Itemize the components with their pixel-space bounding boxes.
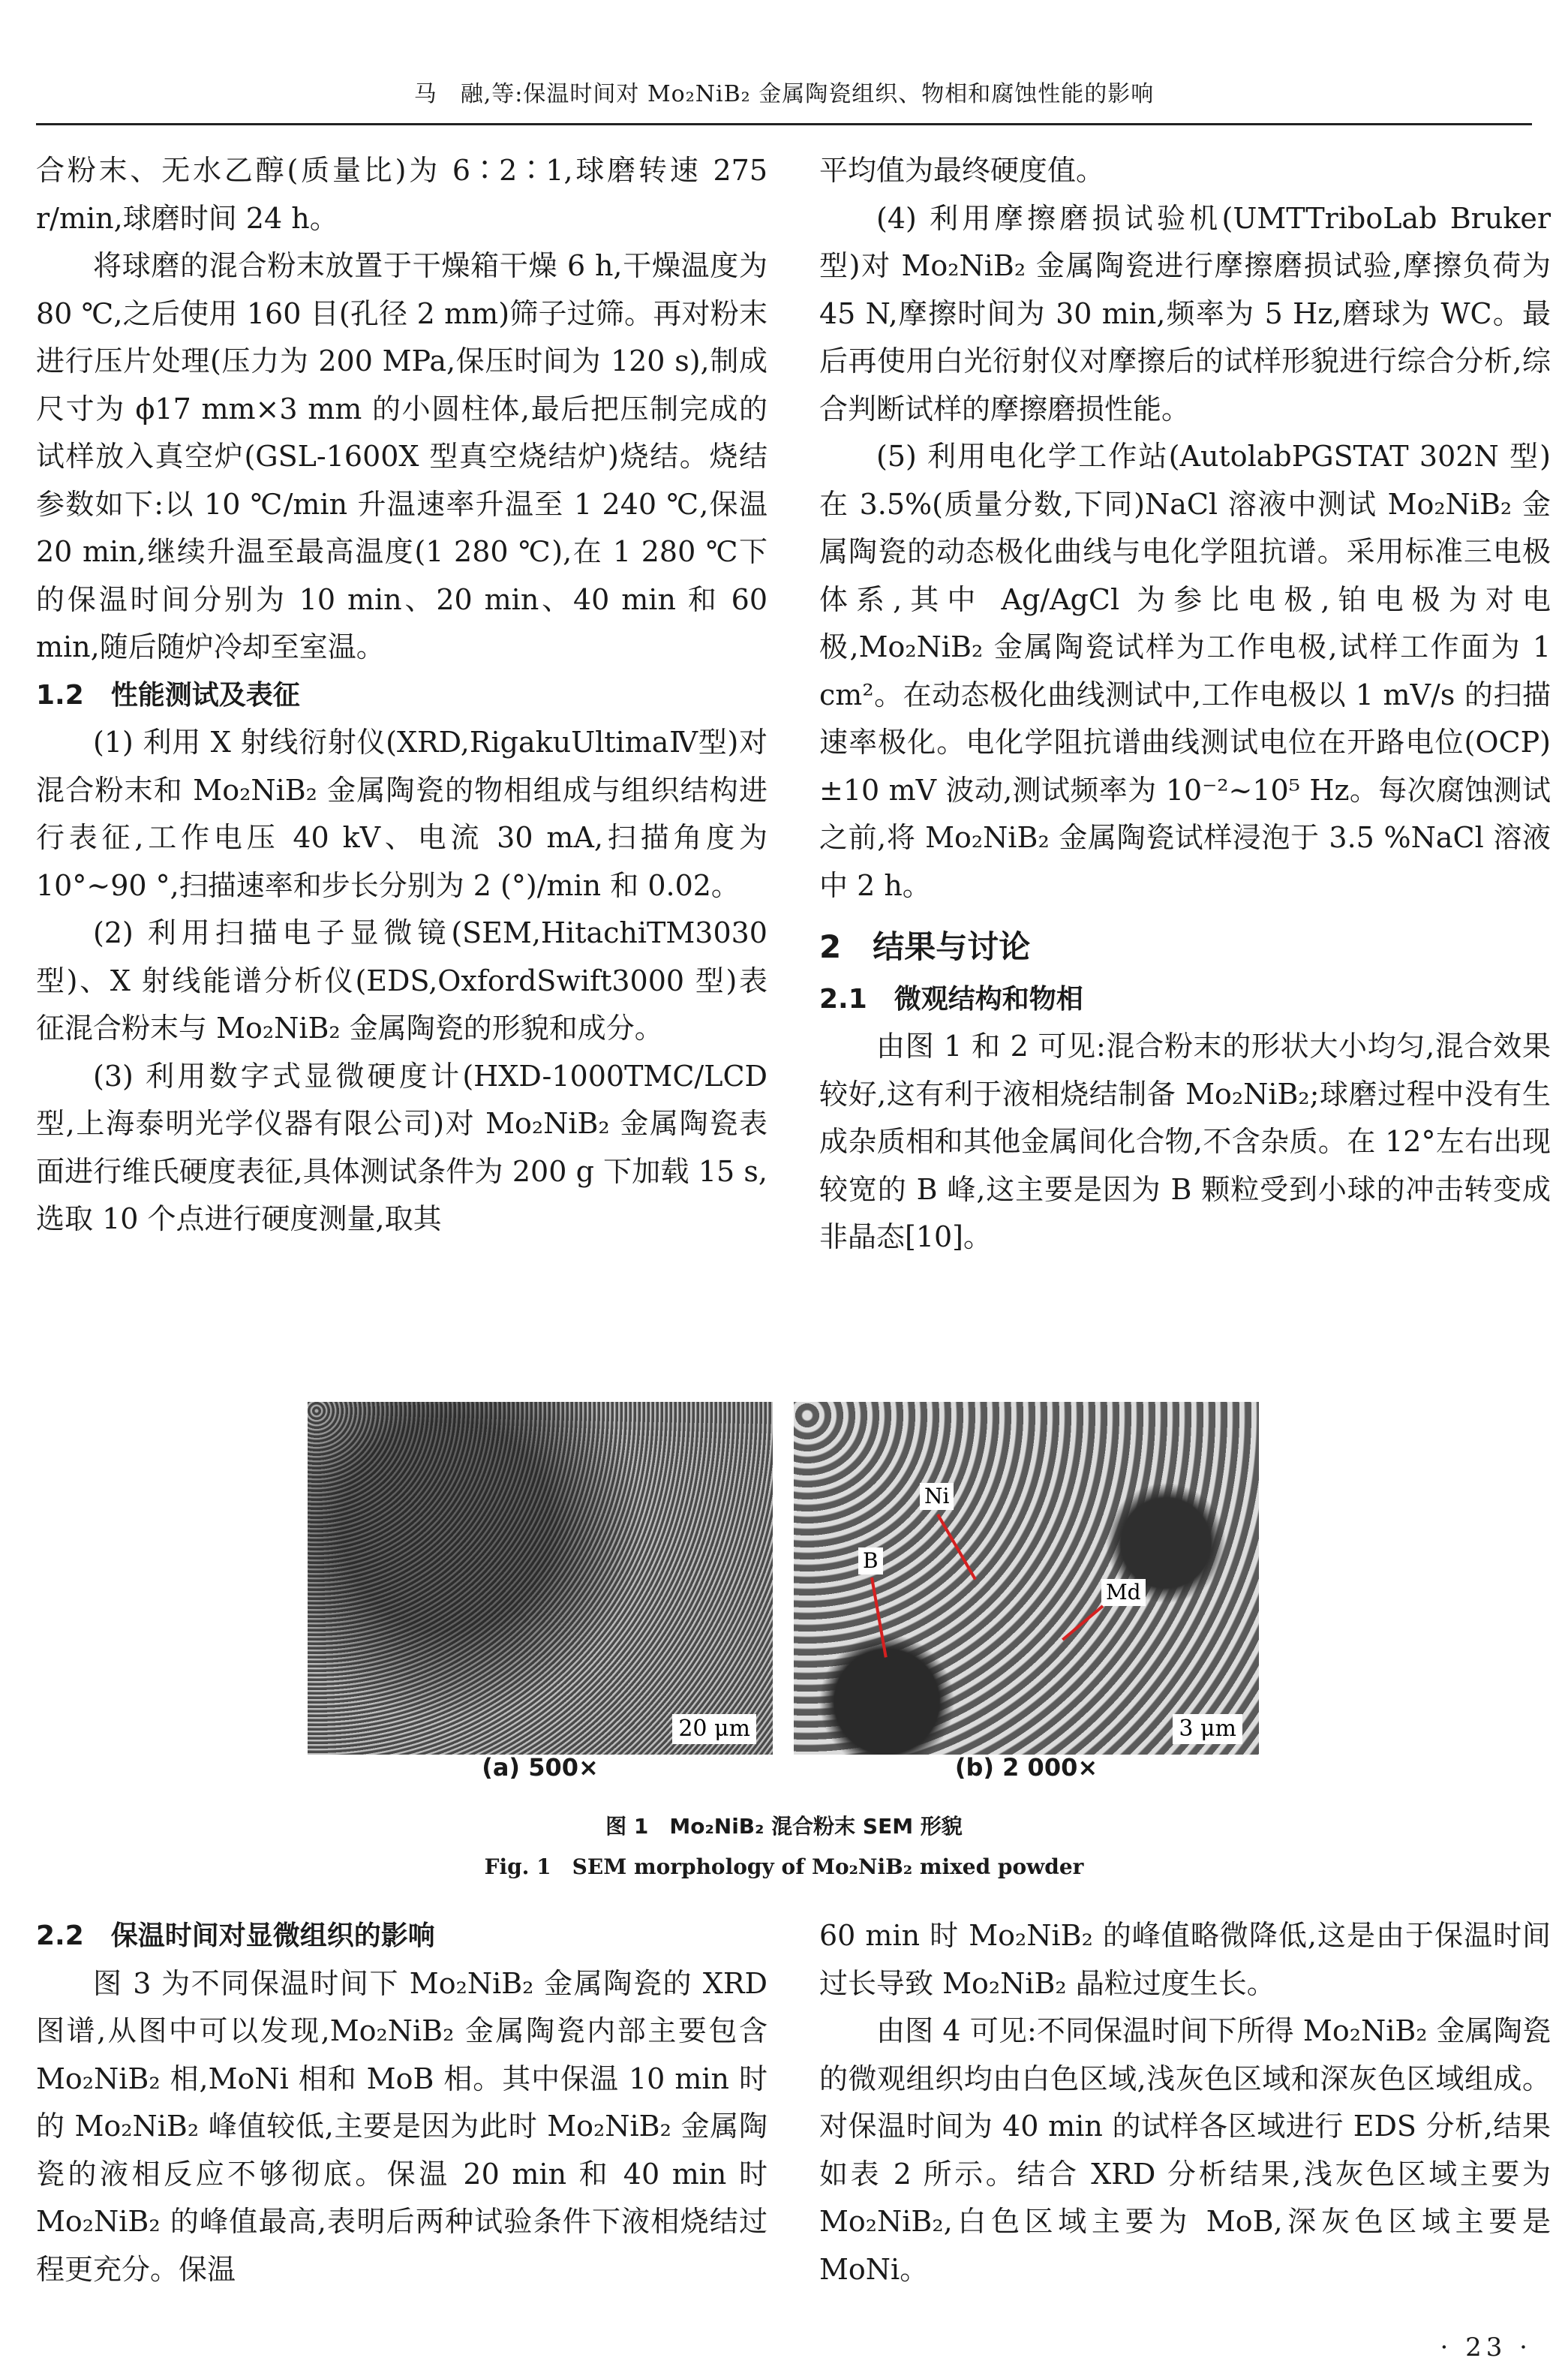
paragraph: (3) 利用数字式显微硬度计(HXD-1000TMC/LCD 型,上海泰明光学仪器有限公司)对 Mo₂NiB₂ 金属陶瓷表面进行维氏硬度表征,具体测试条件为 200 g 下加载 15 s,选取 10 个点进行硬度测量,取其 bbox=[36, 1059, 767, 1235]
paragraph: (1) 利用 X 射线衍射仪(XRD,RigakuUltimaⅣ型)对混合粉末和 Mo₂NiB₂ 金属陶瓷的物相组成与组织结构进行表征,工作电压 40 kV、电流 30 mA,扫描角度为 10°~90 °,扫描速率和步长分别为 2 (°)/min 和 0.02。 bbox=[36, 726, 767, 902]
figure-caption-en: Fig. 1 SEM morphology of Mo₂NiB₂ mixed powder bbox=[484, 1854, 1084, 1879]
right-column-top bbox=[819, 147, 1551, 1262]
paragraph: (4) 利用摩擦磨损试验机(UMTTriboLab Bruker 型)对 Mo₂NiB₂ 金属陶瓷进行摩擦磨损试验,摩擦负荷为 45 N,摩擦时间为 30 min,频率为 5 Hz,磨球为 WC。最后再使用白光衍射仪对摩擦后的试样形貌进行综合分析,综合判断试样的摩擦磨损性能。 bbox=[819, 201, 1551, 426]
header-rule bbox=[36, 123, 1532, 125]
panel-caption-a: (a) 500× bbox=[482, 1753, 599, 1782]
label-ni: Ni bbox=[920, 1483, 954, 1510]
figure-caption-cn: 图 1 Mo₂NiB₂ 混合粉末 SEM 形貌 bbox=[605, 1814, 963, 1839]
section-heading: 2 结果与讨论 bbox=[819, 928, 1031, 965]
paragraph: (5) 利用电化学工作站(AutolabPGSTAT 302N 型)在 3.5%(质量分数,下同)NaCl 溶液中测试 Mo₂NiB₂ 金属陶瓷的动态极化曲线与电化学阻抗谱。采用标准三电极体系,其中 Ag/AgCl 为参比电极,铂电极为对电极,Mo₂NiB₂ 金属陶瓷试样为工作电极,试样工作面为 1 cm²。在动态极化曲线测试中,工作电极以 1 mV/s 的扫描速率极化。电化学阻抗谱曲线测试电位在开路电位(OCP)±10 mV 波动,测试频率为 10⁻²~10⁵ Hz。每次腐蚀测试之前,将 Mo₂NiB₂ 金属陶瓷试样浸泡于 3.5 %NaCl 溶液中 2 h。 bbox=[819, 440, 1551, 902]
paragraph: 合粉末、无水乙醇(质量比)为 6∶2∶1,球磨转速 275 r/min,球磨时间 24 h。 bbox=[36, 154, 767, 235]
paragraph: 平均值为最终硬度值。 bbox=[819, 154, 1105, 187]
figure-1 bbox=[308, 1402, 1260, 1782]
left-column-top bbox=[36, 147, 767, 1244]
paragraph: (2) 利用扫描电子显微镜(SEM,HitachiTM3030型)、X 射线能谱分析仪(EDS,OxfordSwift3000 型)表征混合粉末与 Mo₂NiB₂ 金属陶瓷的形貌和成分。 bbox=[36, 916, 767, 1045]
section-heading: 2.1 微观结构和物相 bbox=[819, 983, 1083, 1015]
sem-image-500x bbox=[308, 1402, 773, 1755]
arrow-ni bbox=[936, 1514, 976, 1580]
panel-caption-b: (b) 2 000× bbox=[954, 1753, 1098, 1782]
paragraph: 由图 4 可见:不同保温时间下所得 Mo₂NiB₂ 金属陶瓷的微观组织均由白色区域,浅灰色区域和深灰色区域组成。对保温时间为 40 min 的试样各区域进行 EDS 分析,结果如表 2 所示。结合 XRD 分析结果,浅灰色区域主要为 Mo₂NiB₂,白色区域主要为 MoB,深灰色区域主要是 MoNi。 bbox=[819, 2014, 1551, 2286]
paragraph: 图 3 为不同保温时间下 Mo₂NiB₂ 金属陶瓷的 XRD 图谱,从图中可以发现,Mo₂NiB₂ 金属陶瓷内部主要包含 Mo₂NiB₂ 相,MoNi 相和 MoB 相。其中保温 10 min 时的 Mo₂NiB₂ 峰值较低,主要是因为此时 Mo₂NiB₂ 金属陶瓷的液相反应不够彻底。保温 20 min 和 40 min 时 Mo₂NiB₂ 的峰值最高,表明后两种试验条件下液相烧结过程更充分。保温 bbox=[36, 1966, 767, 2286]
right-column-bottom bbox=[819, 1912, 1551, 2293]
arrow-md bbox=[1062, 1605, 1104, 1641]
section-heading: 1.2 性能测试及表征 bbox=[36, 679, 300, 711]
sem-image-2000x bbox=[794, 1402, 1259, 1755]
left-column-bottom bbox=[36, 1912, 767, 2293]
page-number: · 23 · bbox=[1440, 2332, 1532, 2362]
running-header: 马 融,等:保温时间对 Mo₂NiB₂ 金属陶瓷组织、物相和腐蚀性能的影响 bbox=[413, 81, 1155, 107]
arrow-b bbox=[870, 1577, 888, 1658]
paragraph: 60 min 时 Mo₂NiB₂ 的峰值略微降低,这是由于保温时间过长导致 Mo₂NiB₂ 晶粒过度生长。 bbox=[819, 1919, 1551, 2000]
label-md: Md bbox=[1101, 1579, 1146, 1606]
paragraph: 将球磨的混合粉末放置于干燥箱干燥 6 h,干燥温度为 80 ℃,之后使用 160 目(孔径 2 mm)筛子过筛。再对粉末进行压片处理(压力为 200 MPa,保压时间为 120 s),制成尺寸为 ϕ17 mm×3 mm 的小圆柱体,最后把压制完成的试样放入真空炉(GSL-1600X 型真空烧结炉)烧结。烧结参数如下:以 10 ℃/min 升温速率升温至 1 240 ℃,保温 20 min,继续升温至最高温度(1 280 ℃),在 1 280 ℃下的保温时间分别为 10 min、20 min、40 min 和 60 min,随后随炉冷却至室温。 bbox=[36, 249, 767, 663]
section-heading: 2.2 保温时间对显微组织的影响 bbox=[36, 1920, 435, 1951]
scale-bar-label: 3 μm bbox=[1173, 1714, 1242, 1744]
label-b: B bbox=[858, 1547, 883, 1574]
scale-bar-label: 20 μm bbox=[672, 1714, 756, 1744]
paragraph: 由图 1 和 2 可见:混合粉末的形状大小均匀,混合效果较好,这有利于液相烧结制备 Mo₂NiB₂;球磨过程中没有生成杂质相和其他金属间化合物,不含杂质。在 12°左右出现较宽的 B 峰,这主要是因为 B 颗粒受到小球的冲击转变成非晶态[10]。 bbox=[819, 1030, 1551, 1253]
